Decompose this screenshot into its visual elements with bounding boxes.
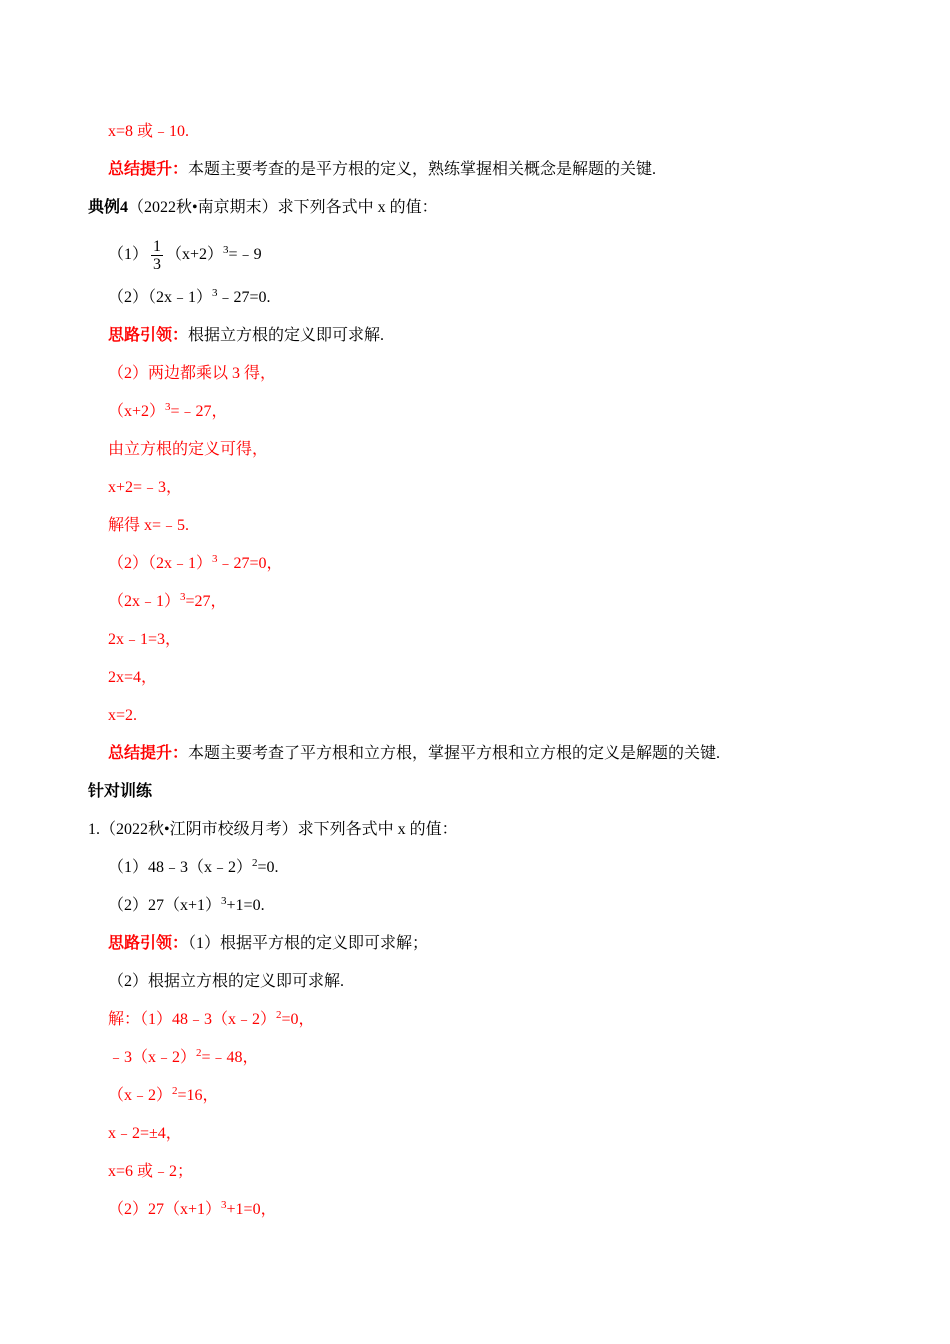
hint-line <box>108 326 384 346</box>
answer-line-x-8-or-minus-10: x=8 或﹣10. <box>108 123 190 140</box>
hint-label: 思路引领： <box>108 935 189 952</box>
step-pre: （2x﹣1） <box>108 593 181 610</box>
part-1-prefix: （1） <box>108 246 149 263</box>
solution-step <box>108 402 228 422</box>
solution-step: 2x﹣1=3， <box>108 631 182 648</box>
solution-step: x=6 或﹣2； <box>108 1163 194 1180</box>
practice-question-1: 1.（2022秋•江阴市校级月考）求下列各式中 x 的值： <box>88 821 458 838</box>
step-pre: （2）（2x﹣1） <box>108 555 213 572</box>
practice-hint-2: （2）根据立方根的定义即可求解. <box>108 973 345 990</box>
step-tail: =﹣27， <box>170 403 228 420</box>
solution-step: x=2. <box>108 707 138 724</box>
solution-step: x+2=﹣3， <box>108 479 183 496</box>
practice-hint <box>108 934 428 954</box>
summary-label: 总结提升： <box>108 745 189 762</box>
step-pre: （1）48﹣3（x﹣2） <box>108 859 253 876</box>
solution-step <box>108 1010 315 1030</box>
solution-step <box>108 1048 259 1068</box>
exponent: 3 <box>212 287 218 299</box>
step-pre: 解：（1）48﹣3（x﹣2） <box>108 1011 277 1028</box>
summary-line-1 <box>108 160 656 180</box>
example-4-part-1 <box>108 236 262 274</box>
step-tail: +1=0. <box>226 897 265 914</box>
practice-part-1 <box>108 858 279 878</box>
solution-step <box>108 1086 219 1106</box>
solution-step: x﹣2=±4， <box>108 1125 182 1142</box>
solution-step <box>108 554 283 574</box>
exponent: 3 <box>221 895 227 907</box>
example-label: 典例4 <box>88 199 129 216</box>
exponent: 2 <box>252 857 258 869</box>
summary-text: 本题主要考查了平方根和立方根，掌握平方根和立方根的定义是解题的关键. <box>188 745 721 762</box>
fraction-denominator: 3 <box>153 255 162 273</box>
part-1-tail: =﹣9 <box>228 246 262 263</box>
practice-part-2 <box>108 896 265 916</box>
example-4-heading <box>88 198 438 218</box>
exponent: 2 <box>172 1085 178 1097</box>
exponent: 3 <box>223 244 229 256</box>
summary-text: 本题主要考查的是平方根的定义，熟练掌握相关概念是解题的关键. <box>188 161 657 178</box>
solution-step <box>108 592 227 612</box>
solution-step: 2x=4， <box>108 669 158 686</box>
exponent: 3 <box>165 401 171 413</box>
step-pre: （x+2） <box>108 403 166 420</box>
step-tail: ﹣27=0， <box>217 555 283 572</box>
solution-step: 解得 x=﹣5. <box>108 517 190 534</box>
step-pre: ﹣3（x﹣2） <box>108 1049 197 1066</box>
exponent: 3 <box>221 1199 227 1211</box>
part-2-pre: （2）（2x﹣1） <box>108 289 213 306</box>
part-1-middle: （x+2） <box>166 246 224 263</box>
fraction-one-third <box>151 238 163 273</box>
step-tail: =16， <box>177 1087 219 1104</box>
exponent: 2 <box>276 1009 282 1021</box>
step-tail: =27， <box>185 593 227 610</box>
summary-line-2 <box>108 744 720 764</box>
section-title-practice: 针对训练 <box>88 783 153 800</box>
exponent: 2 <box>196 1047 202 1059</box>
hint-text: 根据立方根的定义即可求解. <box>188 327 385 344</box>
hint-label: 思路引领： <box>108 327 189 344</box>
example-4-part-2 <box>108 288 271 308</box>
step-tail: =﹣48， <box>201 1049 259 1066</box>
step-pre: （2）27（x+1） <box>108 1201 222 1218</box>
solution-step <box>108 1200 277 1220</box>
summary-label: 总结提升： <box>108 161 189 178</box>
fraction-numerator: 1 <box>153 237 162 255</box>
solution-step: （2）两边都乘以 3 得， <box>108 365 277 382</box>
part-2-tail: ﹣27=0. <box>217 289 271 306</box>
step-pre: （2）27（x+1） <box>108 897 222 914</box>
exponent: 3 <box>180 591 186 603</box>
step-tail: +1=0， <box>226 1201 277 1218</box>
step-tail: =0， <box>281 1011 315 1028</box>
example-text: （2022秋•南京期末）求下列各式中 x 的值： <box>128 199 438 216</box>
hint-text: （1）根据平方根的定义即可求解； <box>188 935 429 952</box>
step-pre: （x﹣2） <box>108 1087 173 1104</box>
solution-step: 由立方根的定义可得， <box>108 441 269 458</box>
step-tail: =0. <box>257 859 279 876</box>
exponent: 3 <box>212 553 218 565</box>
